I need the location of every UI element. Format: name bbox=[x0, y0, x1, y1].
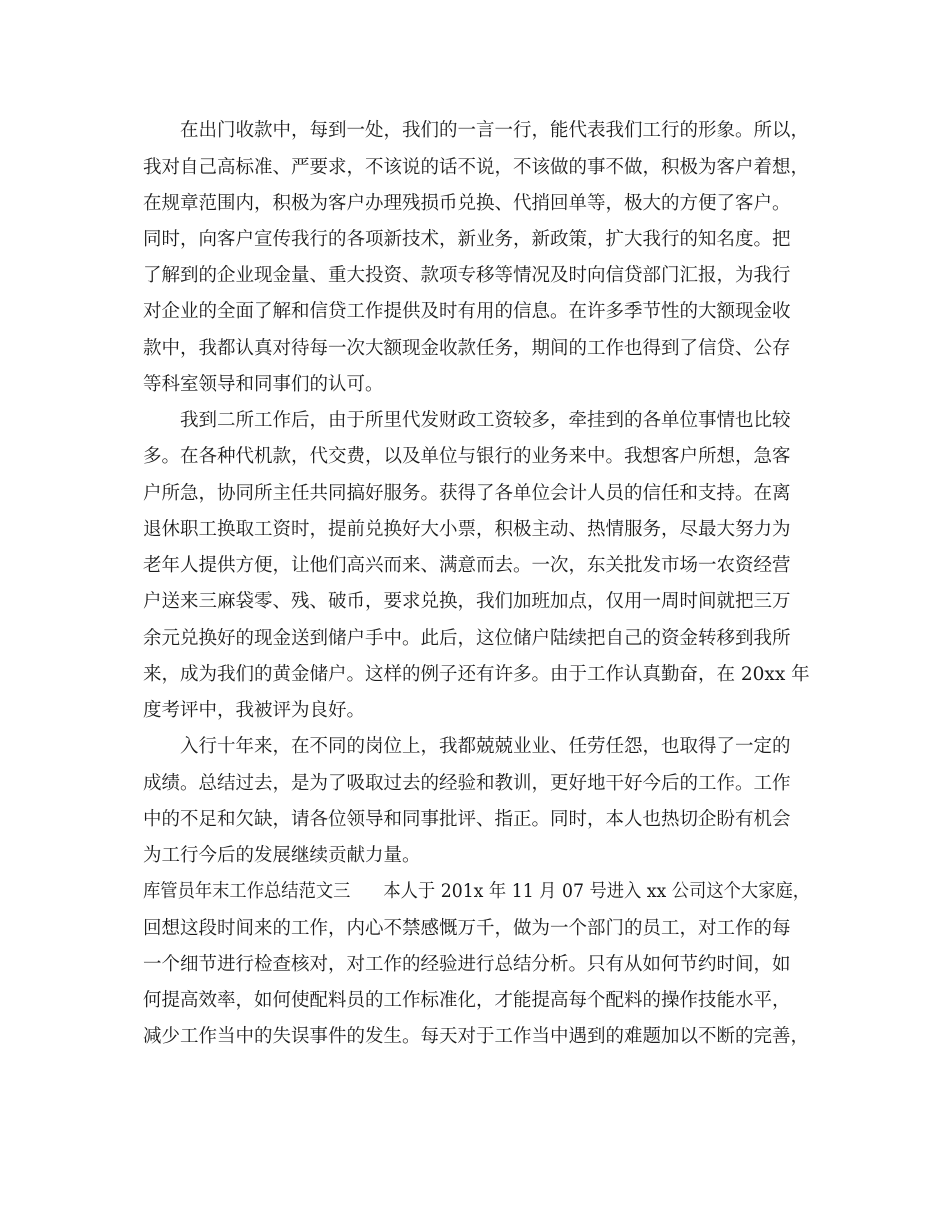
paragraph-line: 中的不足和欠缺，请各位领导和同事批评、指正。同时，本人也热切企盼有机会 bbox=[143, 809, 791, 830]
paragraph-line: 余元兑换好的现金送到储户手中。此后，这位储户陆续把自己的资金转移到我所 bbox=[143, 628, 791, 649]
paragraph-line: 何提高效率，如何使配料员的工作标准化，才能提高每个配料的操作技能水平， bbox=[143, 990, 791, 1011]
paragraph-line: 减少工作当中的失误事件的发生。每天对于工作当中遇到的难题加以不断的完善， bbox=[143, 1026, 810, 1047]
paragraph-line: 户送来三麻袋零、残、破币，要求兑换，我们加班加点，仅用一周时间就把三万 bbox=[143, 591, 791, 612]
paragraph-line: 在出门收款中，每到一处，我们的一言一行，能代表我们工行的形象。所以， bbox=[180, 120, 810, 141]
paragraph-line: 一个细节进行检查核对，对工作的经验进行总结分析。只有从如何节约时间，如 bbox=[143, 954, 791, 975]
paragraph-line: 成绩。总结过去，是为了吸取过去的经验和教训，更好地干好今后的工作。工作 bbox=[143, 773, 791, 794]
paragraph-line: 在规章范围内，积极为客户办理残损币兑换、代捎回单等，极大的方便了客户。 bbox=[143, 193, 791, 214]
paragraph-line: 对企业的全面了解和信贷工作提供及时有用的信息。在许多季节性的大额现金收 bbox=[143, 301, 791, 322]
paragraph-line: 退休职工换取工资时，提前兑换好大小票，积极主动、热情服务，尽最大努力为 bbox=[143, 519, 791, 540]
paragraph-line: 等科室领导和同事们的认可。 bbox=[143, 374, 384, 395]
paragraph-line: 老年人提供方便，让他们高兴而来、满意而去。一次，东关批发市场一农资经营 bbox=[143, 555, 791, 576]
paragraph-line: 多。在各种代机款，代交费，以及单位与银行的业务来中。我想客户所想，急客 bbox=[143, 446, 791, 467]
paragraph-line: 款中，我都认真对待每一次大额现金收款任务，期间的工作也得到了信贷、公存 bbox=[143, 338, 791, 359]
paragraph-line: 为工行今后的发展继续贡献力量。 bbox=[143, 845, 421, 866]
paragraph-line: 我到二所工作后，由于所里代发财政工资较多，牵挂到的各单位事情也比较 bbox=[180, 410, 791, 431]
paragraph-line: 我对自己高标准、严要求，不该说的话不说，不该做的事不做，积极为客户着想， bbox=[143, 157, 810, 178]
paragraph-line: 度考评中，我被评为良好。 bbox=[143, 700, 366, 721]
paragraph-line: 入行十年来，在不同的岗位上，我都兢兢业业、任劳任怨，也取得了一定的 bbox=[180, 736, 791, 757]
paragraph-line: 回想这段时间来的工作，内心不禁感慨万千，做为一个部门的员工，对工作的每 bbox=[143, 918, 791, 939]
paragraph-line: 了解到的企业现金量、重大投资、款项专移等情况及时向信贷部门汇报，为我行 bbox=[143, 265, 791, 286]
paragraph-line: 同时，向客户宣传我行的各项新技术，新业务，新政策，扩大我行的知名度。把 bbox=[143, 229, 791, 250]
paragraph-line: 户所急，协同所主任共同搞好服务。获得了各单位会计人员的信任和支持。在离 bbox=[143, 483, 791, 504]
paragraph-line: 来，成为我们的黄金储户。这样的例子还有许多。由于工作认真勤奋，在 20xx 年 bbox=[143, 664, 810, 685]
section-heading-line: 库管员年末工作总结范文三 本人于 201x 年 11 月 07 号进入 xx 公司这个大家庭， bbox=[143, 881, 811, 902]
